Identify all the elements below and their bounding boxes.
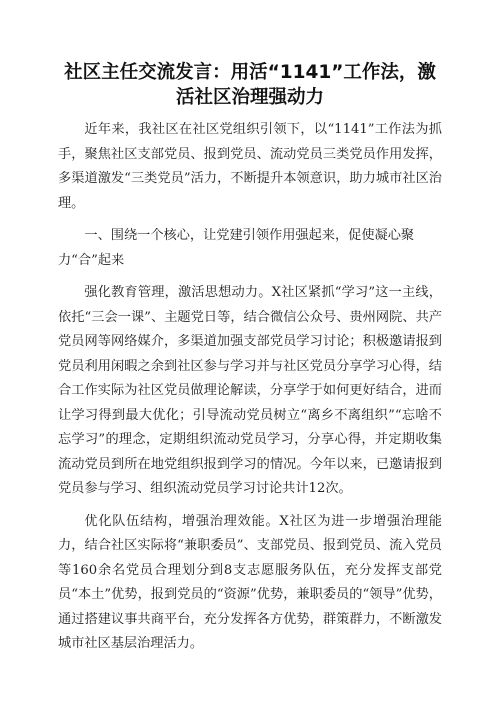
intro-paragraph: 近年来，我社区在社区党组织引领下，以“1141”工作法为抓手，聚焦社区支部党员、报到党员、流动党员三类党员作用发挥，多渠道激发“三类党员”活力，不断提升本领意识，助力城市社区治理。: [58, 122, 442, 211]
title-line-2: 活社区治理强动力: [175, 87, 324, 108]
paragraph-education: 强化教育管理，激活思想动力。X社区紧抓“学习”这一主线，依托“三会一课”、主题党日等，结合微信公众号、贵州网院、共产党员网等网络媒介，多渠道加强支部党员学习讨论；积极邀请报到党员利用闲暇之余到社区参与学习并与社区党员分享学习心得，结合工作实际为社区党员做理论解读，分享学于如何更好结合，进而让学习得到最大优化；引导流动党员树立“离乡不离组织”“忘啥不忘学习”的理念，定期组织流动党员学习，分享心得，并定期收集流动党员到所在地党组织报到学习的情况。今年以来，已邀请报到党员参与学习、组织流动党员学习讨论共计12次。: [58, 285, 442, 496]
section-1-heading: 一、围绕一个核心，让党建引领作用强起来，促使凝心聚力“合”起来: [58, 228, 415, 268]
paragraph-team-structure: 优化队伍结构，增强治理效能。X社区为进一步增强治理能力，结合社区实际将“兼职委员”、支部党员、报到党员、流入党员等160余名党员合理划分到8支志愿服务队伍，充分发挥支部党员“本土”优势，报到党员的“资源”优势，兼职委员的“领导”优势，通过搭建议事共商平台，充分发挥各方优势，群策群力，不断激发城市社区基层治理活力。: [58, 513, 442, 651]
document-title: [58, 60, 442, 110]
title-line-1: 社区主任交流发言：用活“1141”工作法，激: [64, 62, 436, 83]
